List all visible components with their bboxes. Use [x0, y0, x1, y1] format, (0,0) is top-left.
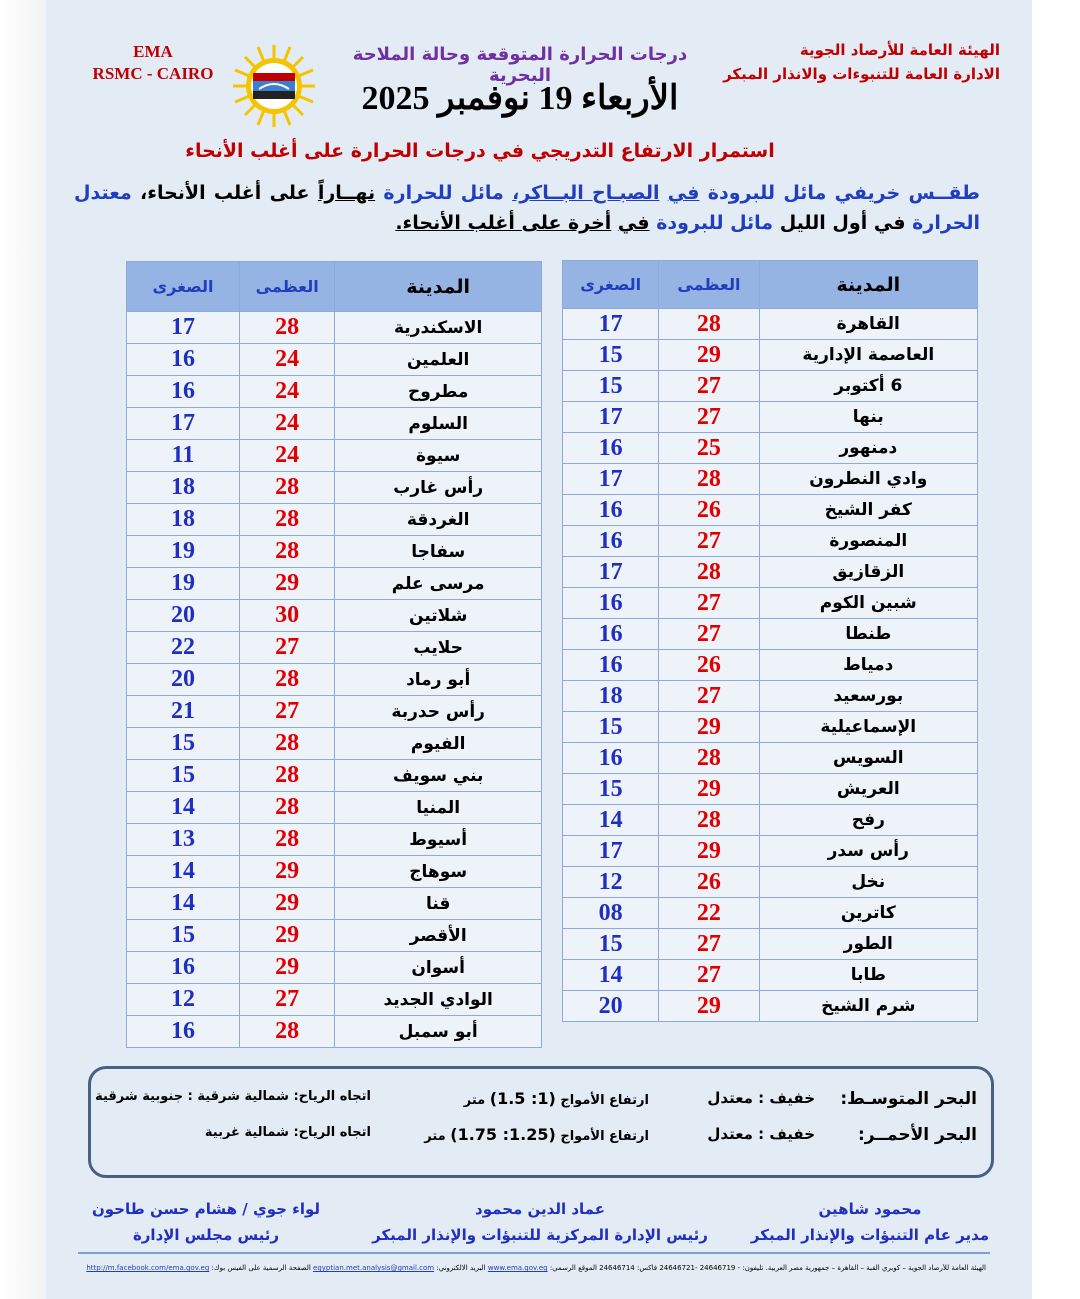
city-cell: طنطا [759, 619, 977, 650]
min-temp-cell: 15 [127, 920, 240, 952]
min-temp-cell: 18 [127, 472, 240, 504]
city-cell: أسيوط [335, 824, 542, 856]
max-temp-cell: 28 [240, 760, 335, 792]
max-temp-cell: 29 [240, 920, 335, 952]
table-row [563, 309, 978, 340]
signature-central-director [360, 1196, 720, 1248]
table-row [563, 433, 978, 464]
bulletin-date: الأربعاء 19 نوفمبر 2025 [361, 80, 679, 117]
table-row [563, 681, 978, 712]
min-temp-cell: 16 [563, 526, 659, 557]
min-temp-cell: 16 [563, 650, 659, 681]
wind-label: اتجاه الرياح: [293, 1125, 371, 1140]
max-temp-cell: 24 [240, 376, 335, 408]
signatory-title: رئيس مجلس الإدارة [132, 1226, 280, 1244]
table-row [127, 664, 542, 696]
city-cell: نخل [759, 867, 977, 898]
max-temp-cell: 27 [659, 960, 759, 991]
max-temp-cell: 29 [659, 712, 759, 743]
max-temp-cell: 28 [659, 464, 759, 495]
min-temp-cell: 15 [563, 774, 659, 805]
city-cell: الإسماعيلية [759, 712, 977, 743]
max-temp-cell: 24 [240, 344, 335, 376]
desc-part: في [617, 212, 650, 234]
ema-logo-icon [231, 43, 317, 129]
city-cell: الوادي الجديد [335, 984, 542, 1016]
table-row [127, 888, 542, 920]
city-cell: شلاتين [335, 600, 542, 632]
min-temp-cell: 11 [127, 440, 240, 472]
column-header-max: العظمى [240, 262, 335, 312]
table-row [563, 402, 978, 433]
desc-part: طقــس خريفي مائل للبرودة [707, 182, 980, 204]
min-temp-cell: 20 [563, 991, 659, 1022]
city-cell: العاصمة الإدارية [759, 340, 977, 371]
wave-value: (1: 1.5) [489, 1089, 556, 1108]
table-row [563, 743, 978, 774]
max-temp-cell: 29 [659, 836, 759, 867]
max-temp-cell: 27 [659, 929, 759, 960]
wave-value: (1.25: 1.75) [450, 1125, 556, 1144]
min-temp-cell: 21 [127, 696, 240, 728]
city-cell: رأس غارب [335, 472, 542, 504]
column-header-max: العظمى [659, 261, 759, 309]
min-temp-cell: 17 [563, 557, 659, 588]
max-temp-cell: 27 [659, 371, 759, 402]
min-temp-cell: 12 [127, 984, 240, 1016]
city-cell: سوهاج [335, 856, 542, 888]
city-cell: القاهرة [759, 309, 977, 340]
signature-chairman [86, 1196, 326, 1248]
wave-height [464, 1089, 649, 1108]
max-temp-cell: 30 [240, 600, 335, 632]
signatory-title: رئيس الإدارة المركزية للتنبؤات والإنذار المبكر [372, 1226, 708, 1244]
table-row [563, 557, 978, 588]
table-row [127, 600, 542, 632]
min-temp-cell: 16 [563, 743, 659, 774]
max-temp-cell: 24 [240, 440, 335, 472]
city-cell: الاسكندرية [335, 312, 542, 344]
city-cell: المنيا [335, 792, 542, 824]
footer-fb-label: الصفحة الرسمية على الفيس بوك: [211, 1264, 311, 1272]
max-temp-cell: 26 [659, 650, 759, 681]
city-cell: كاترين [759, 898, 977, 929]
min-temp-cell: 16 [127, 344, 240, 376]
table-row [563, 371, 978, 402]
city-cell: الزقازيق [759, 557, 977, 588]
table-row [563, 619, 978, 650]
table-row [127, 952, 542, 984]
max-temp-cell: 28 [240, 472, 335, 504]
min-temp-cell: 17 [127, 408, 240, 440]
min-temp-cell: 16 [563, 619, 659, 650]
city-cell: العريش [759, 774, 977, 805]
signatory-name: عماد الدين محمود [475, 1200, 605, 1218]
max-temp-cell: 28 [659, 743, 759, 774]
max-temp-cell: 28 [240, 824, 335, 856]
city-cell: حلايب [335, 632, 542, 664]
table-row [563, 960, 978, 991]
table-row [563, 929, 978, 960]
city-cell: رفح [759, 805, 977, 836]
wave-unit: متر [424, 1129, 446, 1144]
min-temp-cell: 19 [127, 536, 240, 568]
table-row [127, 856, 542, 888]
desc-part: أول الليل [779, 212, 868, 234]
min-temp-cell: 13 [127, 824, 240, 856]
table-row [127, 632, 542, 664]
max-temp-cell: 28 [240, 1016, 335, 1048]
temperature-table-left [126, 261, 542, 1048]
max-temp-cell: 27 [659, 619, 759, 650]
table-row [127, 696, 542, 728]
max-temp-cell: 27 [659, 588, 759, 619]
min-temp-cell: 15 [563, 340, 659, 371]
table-row [563, 526, 978, 557]
wave-unit: متر [463, 1093, 486, 1108]
min-temp-cell: 14 [127, 856, 240, 888]
city-cell: شبين الكوم [759, 588, 977, 619]
table-row [127, 728, 542, 760]
max-temp-cell: 28 [659, 557, 759, 588]
max-temp-cell: 28 [240, 728, 335, 760]
min-temp-cell: 16 [563, 588, 659, 619]
city-cell: بني سويف [335, 760, 542, 792]
table-row [127, 792, 542, 824]
city-cell: العلمين [335, 344, 542, 376]
headline: استمرار الارتفاع التدريجي في درجات الحرارة على أغلب الأنحاء [185, 140, 775, 162]
city-cell: رأس سدر [759, 836, 977, 867]
city-cell: الطور [759, 929, 977, 960]
ema-line1: EMA [133, 42, 173, 61]
desc-part: مائل للبرودة [656, 212, 774, 234]
desc-part: معتدل الحرارة [74, 182, 980, 234]
city-cell: سفاجا [335, 536, 542, 568]
table-row [563, 774, 978, 805]
max-temp-cell: 29 [240, 856, 335, 888]
signatory-name: محمود شاهين [818, 1200, 922, 1218]
table-row [127, 408, 542, 440]
signature-forecast-director [740, 1196, 1000, 1248]
city-cell: المنصورة [759, 526, 977, 557]
desc-part: على أغلب الأنحاء، [140, 182, 310, 204]
city-cell: وادي النطرون [759, 464, 977, 495]
max-temp-cell: 26 [659, 867, 759, 898]
city-cell: أسوان [335, 952, 542, 984]
desc-part: الصبـاح البــاكر، [512, 182, 660, 204]
max-temp-cell: 22 [659, 898, 759, 929]
wind-direction [95, 1089, 371, 1104]
city-cell: بورسعيد [759, 681, 977, 712]
table-row [563, 867, 978, 898]
weather-description [74, 178, 980, 238]
min-temp-cell: 16 [563, 433, 659, 464]
table-row [127, 568, 542, 600]
city-cell: أبو سمبل [335, 1016, 542, 1048]
max-temp-cell: 29 [659, 774, 759, 805]
wind-value: شمالية غربية [204, 1125, 289, 1140]
max-temp-cell: 28 [240, 664, 335, 696]
city-cell: دمنهور [759, 433, 977, 464]
wind-value: شمالية شرقية : جنوبية شرقية [95, 1089, 289, 1104]
max-temp-cell: 28 [240, 792, 335, 824]
sea-row-mediterranean [91, 1089, 991, 1119]
table-row [563, 495, 978, 526]
min-temp-cell: 14 [127, 792, 240, 824]
footer-mail-label: البريد الالكتروني: [436, 1264, 486, 1272]
table-row [563, 836, 978, 867]
city-cell: طابا [759, 960, 977, 991]
max-temp-cell: 27 [659, 526, 759, 557]
sea-state: خفيف : معتدل [707, 1125, 815, 1143]
table-row [127, 312, 542, 344]
min-temp-cell: 17 [563, 464, 659, 495]
city-cell: الغردقة [335, 504, 542, 536]
sea-state: خفيف : معتدل [707, 1089, 815, 1107]
min-temp-cell: 08 [563, 898, 659, 929]
desc-part: في [873, 212, 906, 234]
city-cell: أبو رماد [335, 664, 542, 696]
footer-address: الهيئة العامة للأرصاد الجوية – كوبري القبة – القاهرة – جمهورية مصر العربية. تليفون: - 24646719 -24646721 فاكس: 24646714 الموقع الرسمي: [549, 1264, 986, 1272]
table-row [127, 472, 542, 504]
max-temp-cell: 29 [659, 340, 759, 371]
sea-row-red-sea [91, 1125, 991, 1155]
column-header-min: الصغرى [563, 261, 659, 309]
min-temp-cell: 18 [563, 681, 659, 712]
city-cell: رأس حدربة [335, 696, 542, 728]
min-temp-cell: 16 [127, 376, 240, 408]
min-temp-cell: 15 [563, 712, 659, 743]
table-row [127, 536, 542, 568]
max-temp-cell: 27 [659, 681, 759, 712]
min-temp-cell: 17 [563, 309, 659, 340]
min-temp-cell: 12 [563, 867, 659, 898]
wave-label: ارتفاع الأمواج [560, 1129, 649, 1144]
desc-part: نهــاراً [317, 182, 376, 204]
max-temp-cell: 24 [240, 408, 335, 440]
max-temp-cell: 28 [240, 536, 335, 568]
city-cell: الأقصر [335, 920, 542, 952]
max-temp-cell: 27 [240, 632, 335, 664]
min-temp-cell: 15 [563, 929, 659, 960]
wind-direction [205, 1125, 371, 1140]
min-temp-cell: 20 [127, 664, 240, 696]
max-temp-cell: 29 [659, 991, 759, 1022]
min-temp-cell: 18 [127, 504, 240, 536]
column-header-city: المدينة [335, 262, 542, 312]
table-row [127, 440, 542, 472]
signatory-title: مدير عام التنبؤات والإنذار المبكر [750, 1226, 990, 1244]
city-cell: دمياط [759, 650, 977, 681]
min-temp-cell: 17 [127, 312, 240, 344]
organization-block [640, 38, 1000, 86]
max-temp-cell: 28 [240, 312, 335, 344]
ema-label [88, 41, 218, 85]
desc-part: مائل للحرارة [383, 182, 504, 204]
table-row [127, 1016, 542, 1048]
min-temp-cell: 14 [127, 888, 240, 920]
bulletin-title: درجات الحرارة المتوقعة وحالة الملاحة البحرية [352, 44, 688, 86]
min-temp-cell: 17 [563, 402, 659, 433]
table-row [127, 760, 542, 792]
max-temp-cell: 28 [659, 309, 759, 340]
min-temp-cell: 15 [563, 371, 659, 402]
table-row [563, 340, 978, 371]
city-cell: مرسى علم [335, 568, 542, 600]
ema-line2: RSMC - CAIRO [92, 64, 214, 83]
min-temp-cell: 19 [127, 568, 240, 600]
table-row [127, 920, 542, 952]
max-temp-cell: 26 [659, 495, 759, 526]
table-row [563, 588, 978, 619]
city-cell: السلوم [335, 408, 542, 440]
max-temp-cell: 28 [240, 504, 335, 536]
city-cell: سيوة [335, 440, 542, 472]
max-temp-cell: 25 [659, 433, 759, 464]
min-temp-cell: 22 [127, 632, 240, 664]
org-name: الهيئة العامة للأرصاد الجوية [799, 41, 1000, 59]
footer-contacts [86, 1264, 986, 1272]
min-temp-cell: 16 [127, 1016, 240, 1048]
desc-part: أخرة على أغلب الأنحاء. [395, 212, 612, 234]
column-header-min: الصغرى [127, 262, 240, 312]
min-temp-cell: 17 [563, 836, 659, 867]
table-row [563, 991, 978, 1022]
table-row [127, 376, 542, 408]
website-link[interactable]: www.ema.gov.eg [487, 1264, 548, 1272]
footer-divider [78, 1252, 990, 1254]
wind-label: اتجاه الرياح: [293, 1089, 371, 1104]
table-row [127, 344, 542, 376]
max-temp-cell: 29 [240, 952, 335, 984]
sea-name: البحر المتوسـط: [840, 1089, 977, 1109]
max-temp-cell: 29 [240, 568, 335, 600]
table-row [127, 824, 542, 856]
desc-part: في [667, 182, 700, 204]
city-cell: مطروح [335, 376, 542, 408]
min-temp-cell: 20 [127, 600, 240, 632]
org-department: الادارة العامة للتنبوءات والانذار المبكر [723, 65, 1000, 83]
table-row [127, 504, 542, 536]
max-temp-cell: 27 [240, 696, 335, 728]
min-temp-cell: 15 [127, 728, 240, 760]
table-row [563, 898, 978, 929]
facebook-link[interactable]: http://m.facebook.com/ema.gov.eg [86, 1264, 210, 1272]
column-header-city: المدينة [759, 261, 977, 309]
table-row [563, 464, 978, 495]
max-temp-cell: 29 [240, 888, 335, 920]
wave-height [424, 1125, 649, 1144]
max-temp-cell: 27 [659, 402, 759, 433]
max-temp-cell: 28 [659, 805, 759, 836]
city-cell: بنها [759, 402, 977, 433]
city-cell: قنا [335, 888, 542, 920]
city-cell: 6 أكتوبر [759, 371, 977, 402]
city-cell: كفر الشيخ [759, 495, 977, 526]
min-temp-cell: 15 [127, 760, 240, 792]
city-cell: السويس [759, 743, 977, 774]
temperature-table-right [562, 260, 978, 1022]
city-cell: الفيوم [335, 728, 542, 760]
email-link[interactable]: egyptian.met.analysis@gmail.com [313, 1264, 435, 1272]
min-temp-cell: 14 [563, 960, 659, 991]
min-temp-cell: 16 [563, 495, 659, 526]
min-temp-cell: 14 [563, 805, 659, 836]
table-row [563, 712, 978, 743]
table-row [127, 984, 542, 1016]
page-edge [0, 0, 46, 1299]
max-temp-cell: 27 [240, 984, 335, 1016]
table-row [563, 650, 978, 681]
table-row [563, 805, 978, 836]
sea-conditions-box [88, 1066, 994, 1178]
min-temp-cell: 16 [127, 952, 240, 984]
wave-label: ارتفاع الأمواج [560, 1093, 649, 1108]
sea-name: البحر الأحمــر: [857, 1125, 977, 1145]
signatory-name: لواء جوي / هشام حسن طاحون [91, 1200, 321, 1218]
city-cell: شرم الشيخ [759, 991, 977, 1022]
